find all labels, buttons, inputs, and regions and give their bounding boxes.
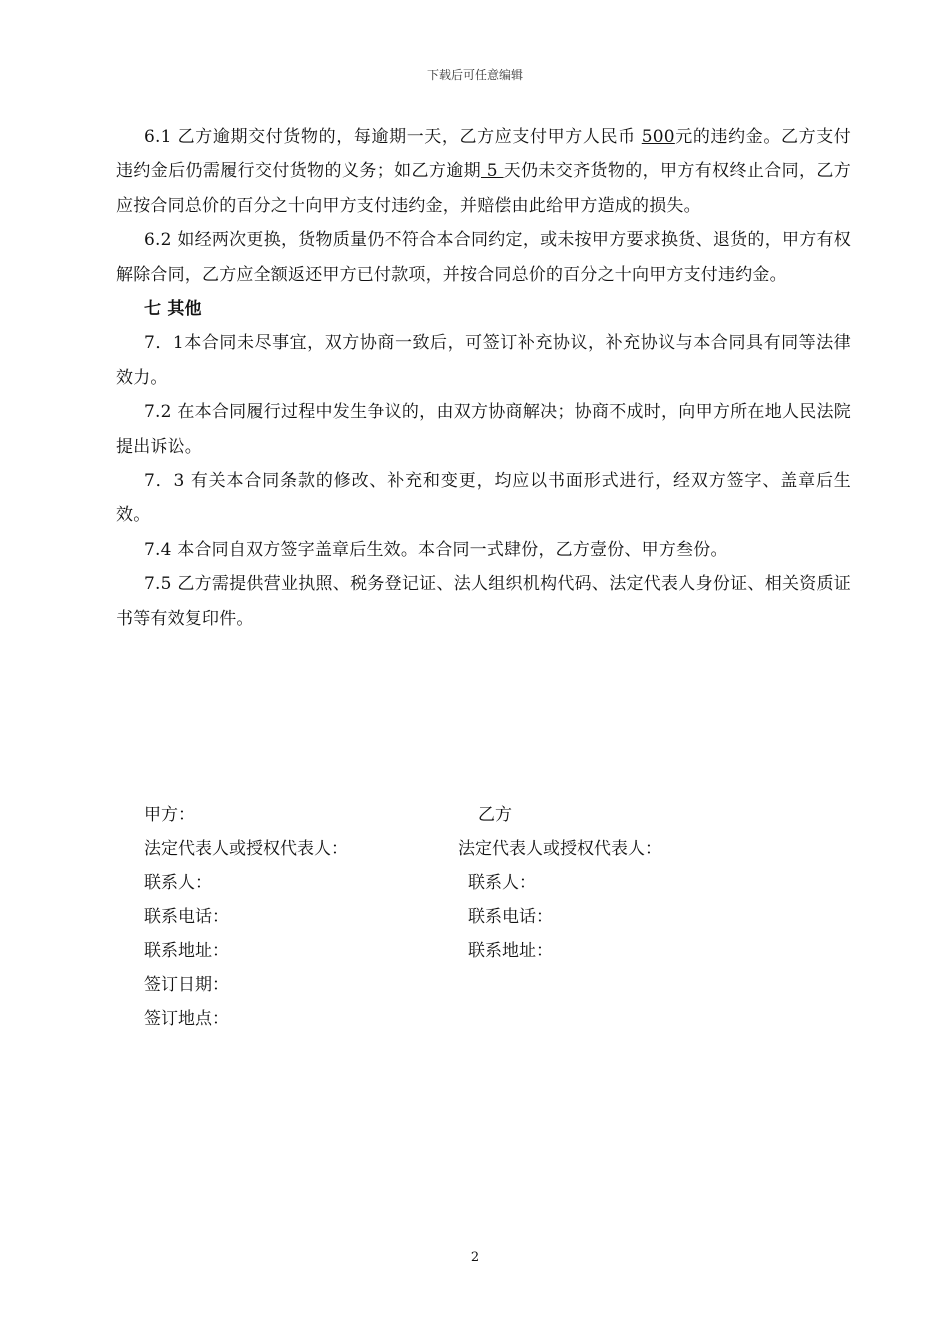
clause-6-1-mid: 元的违约金。乙方支付违约金后仍需履行交付货物的义务；如乙方逾期 bbox=[116, 127, 852, 182]
clause-7-4: 7.4 本合同自双方签字盖章后生效。本合同一式肆份，乙方壹份、甲方叁份。 bbox=[144, 539, 728, 560]
section-7-title: 七 其他 bbox=[144, 299, 202, 320]
clause-7-1: 7．1本合同未尽事宜，双方协商一致后，可签订补充协议，补充协议与本合同具有同等法律效力。 bbox=[116, 333, 851, 388]
page-header: 下载后可任意编辑 bbox=[426, 68, 523, 82]
penalty-amount: 500 bbox=[641, 127, 675, 147]
clause-7-3: 7．3 有关本合同条款的修改、补充和变更，均应以书面形式进行，经双方签字、盖章后生效。 bbox=[116, 471, 851, 526]
party-b-phone: 联系电话： bbox=[468, 907, 553, 927]
signing-date: 签订日期： bbox=[144, 975, 229, 995]
page-number: 2 bbox=[470, 1250, 480, 1265]
party-a-representative: 法定代表人或授权代表人： bbox=[144, 839, 348, 859]
clause-7-5: 7.5 乙方需提供营业执照、税务登记证、法人组织机构代码、法定代表人身份证、相关资质证书等有效复印件。 bbox=[116, 574, 851, 629]
party-b-address: 联系地址： bbox=[468, 941, 553, 961]
party-a-label: 甲方： bbox=[144, 805, 195, 825]
signing-place: 签订地点： bbox=[144, 1009, 229, 1029]
party-a-address: 联系地址： bbox=[144, 941, 229, 961]
clause-6-2: 6.2 如经两次更换，货物质量仍不符合本合同约定，或未按甲方要求换货、退货的，甲方有权解除合同，乙方应全额返还甲方已付款项，并按合同总价的百分之十向甲方支付违约金。 bbox=[116, 230, 851, 285]
party-b-contact: 联系人： bbox=[468, 873, 536, 893]
overdue-days: 5 bbox=[480, 161, 504, 182]
clause-6-1 bbox=[116, 120, 851, 223]
party-b-label: 乙方 bbox=[478, 805, 512, 825]
clause-7-2: 7.2 在本合同履行过程中发生争议的，由双方协商解决；协商不成时，向甲方所在地人民法院提出诉讼。 bbox=[116, 402, 851, 457]
clause-6-1-suffix: 天仍未交齐货物的，甲方有权终止合同，乙方应按合同总价的百分之十向甲方支付违约金，并赔偿由此给甲方造成的损失。 bbox=[116, 161, 851, 216]
party-b-representative: 法定代表人或授权代表人： bbox=[458, 839, 662, 859]
party-a-contact: 联系人： bbox=[144, 873, 212, 893]
party-a-phone: 联系电话： bbox=[144, 907, 229, 927]
clause-6-1-prefix: 6.1 乙方逾期交付货物的，每逾期一天，乙方应支付甲方人民币 bbox=[144, 127, 642, 147]
contract-body bbox=[116, 120, 851, 636]
